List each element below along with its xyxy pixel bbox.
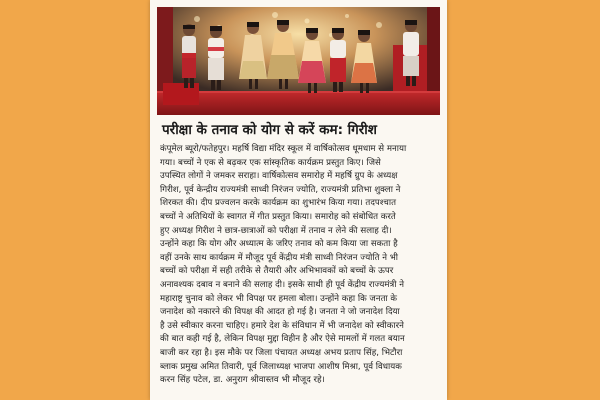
article-body-line: उन्होंने कहा कि योग और अध्यात्म के जरिए तनाव को कम किया जा सकता है	[160, 239, 398, 250]
article-body-line: की बात कही गई है, लेकिन विपक्ष मुद्दा विहीन है और ऐसे मामलों में गलत बयान	[160, 334, 405, 345]
article-body-line: शिरकत की। दीप प्रज्वलन करके कार्यक्रम का शुभारंभ किया गया। तदपश्चात	[160, 198, 397, 209]
article-body-line: उपस्थित लोगों ने जमकर सराहा। वार्षिकोत्सव समारोह में महर्षि ग्रुप के अध्यक्ष	[160, 171, 398, 182]
article-body-line: गया। बच्चों ने एक से बढ़कर एक सांस्कृतिक कार्यक्रम प्रस्तुत किए। जिसे	[160, 157, 381, 168]
article-body-line: जनादेश को नकारने की विपक्ष की आदत हो गई है। जनता ने जो जनादेश दिया	[160, 307, 400, 318]
article-body-line: बच्चों को परीक्षा में सही तरीके से तैयारी और अभिभावकों को बच्चों के ऊपर	[160, 266, 394, 277]
article-body	[160, 143, 440, 388]
stage-performance-image	[157, 7, 440, 115]
article-body-line: करन सिंह पटेल, डा. अनुराग श्रीवास्तव भी मौजूद रहे।	[160, 375, 325, 386]
article-body-line: बच्चों ने अतिथियों के स्वागत में गीत प्रस्तुत किया। समारोह को संबोधित करते	[160, 211, 396, 222]
article-headline: परीक्षा के तनाव को योग से करें कम: गिरीश	[162, 122, 377, 138]
news-photo	[157, 7, 440, 115]
article-body-line: अनावश्यक दबाव न बनाने की सलाह दी। इसके साथी ही पूर्व केंद्रीय राज्यमंत्री ने	[160, 279, 405, 290]
article-body-line: हुए अध्यक्ष गिरीश ने छात्र-छात्राओं को परीक्षा में तनाव न लेने की सलाह दी।	[160, 225, 392, 236]
newspaper-clipping	[150, 0, 447, 400]
article-body-line: बाजी कर रहा है। इस मौके पर जिला पंचायत अध्यक्ष अभय प्रताप सिंह, भिटौरा	[160, 347, 403, 358]
article-body-line: है उसे स्वीकार करना चाहिए। हमारे देश के संविधान में भी जनादेश को स्वीकारने	[160, 320, 404, 331]
article-body-line: गिरीश, पूर्व केन्द्रीय राज्यमंत्री साध्वी निरंजन ज्योति, राज्यमंत्री प्रतिभा शुक्ला ने	[160, 184, 401, 195]
article-body-line: महाराष्ट्र चुनाव को लेकर भी विपक्ष पर हमला बोला। उन्होंने कहा कि जनता के	[160, 293, 398, 304]
article-body-line: वहीं उनके साथ कार्यक्रम में मौजूद पूर्व केंद्रीय मंत्री साध्वी निरंजन ज्योति ने भी	[160, 252, 399, 263]
article-body-line: ब्लाक प्रमुख अमित तिवारी, पूर्व जिलाध्यक्ष भाजपा आशीष मिश्रा, पूर्व विधायक	[160, 361, 402, 372]
article-body-line: कंपूमेल ब्यूरो/फतेहपुर। महर्षि विद्या मंदिर स्कूल में वार्षिकोत्सव धूमधाम से मनाया	[160, 144, 407, 154]
